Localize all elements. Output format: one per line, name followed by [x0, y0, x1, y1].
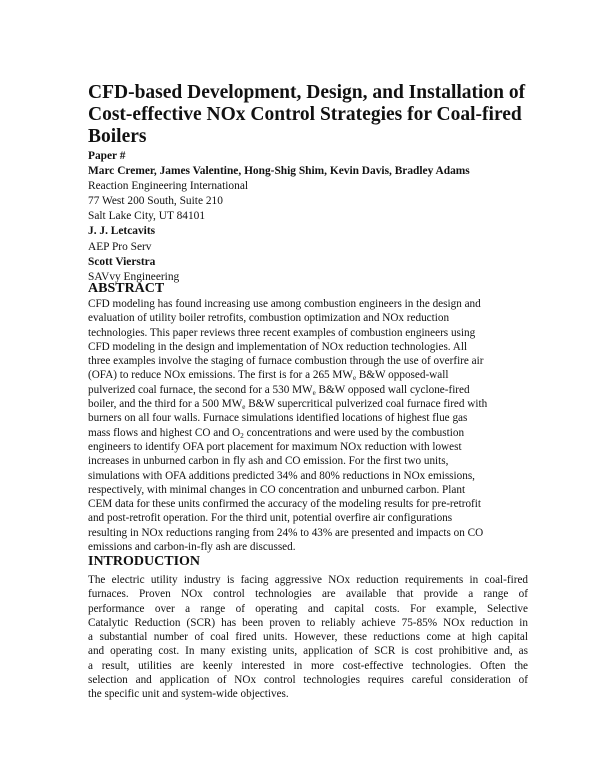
- abstract-line: resulting in NOx reductions ranging from 24% to 43% are presented and impacts on CO: [88, 526, 484, 539]
- introduction-line: selection and application of NOx control technologies requires careful consideration of: [88, 674, 528, 687]
- introduction-heading: INTRODUCTION: [88, 554, 201, 569]
- text-run: (OFA) to reduce NOx emissions. The first is for a 265 MW: [88, 369, 353, 382]
- introduction-line: the specific unit and system-wide objectives.: [88, 688, 289, 701]
- introduction-line: The electric utility industry is facing aggressive NOx reduction requirements in coal-fired: [88, 574, 528, 586]
- title-line: Cost-effective NOx Control Strategies for Coal-fired: [88, 104, 522, 125]
- abstract-line: simulations with OFA additions predicted 34% and 80% reductions in NOx emissions,: [88, 469, 475, 482]
- introduction-body: [88, 573, 528, 702]
- abstract-line: [88, 397, 528, 411]
- author-name: Scott Vierstra: [88, 255, 156, 268]
- abstract-line: [88, 368, 528, 382]
- introduction-line: and operating cost. In many existing units, application of SCR is cost prohibitive and, as: [88, 645, 528, 658]
- subscript: 2: [240, 431, 244, 440]
- text-run: B&W supercritical pulverized coal furnace fired with: [245, 398, 488, 411]
- text-run: B&W opposed-wall: [356, 369, 449, 382]
- subscript: e: [352, 374, 357, 383]
- abstract-line: three examples involve the staging of furnace combustion through the use of overfire air: [88, 355, 484, 368]
- paper-number: Paper #: [88, 150, 126, 162]
- subscript: e: [312, 388, 316, 397]
- author-name: J. J. Letcavits: [88, 225, 156, 238]
- text-run: boiler, and the third for a 500 MW: [88, 398, 243, 411]
- affiliation-org: Reaction Engineering International: [88, 180, 249, 193]
- text-run: mass flows and highest CO and O: [88, 426, 241, 439]
- abstract-body: [88, 297, 528, 554]
- abstract-line: evaluation of utility boiler retrofits, combustion optimization and NOx reduction: [88, 312, 450, 325]
- introduction-line: furnaces. Proven NOx control technologies are available that provide a range of: [88, 588, 528, 601]
- abstract-line: respectively, with minimal changes in CO concentration and unburned carbon. Plant: [88, 483, 466, 496]
- abstract-line: [88, 426, 528, 440]
- abstract-line: engineers to identify OFA port placement for maximum NOx reduction with lowest: [88, 440, 462, 453]
- abstract-heading: ABSTRACT: [88, 281, 165, 296]
- affiliation-address: 77 West 200 South, Suite 210: [88, 195, 223, 208]
- subscript: e: [242, 403, 246, 412]
- paper-title: [88, 82, 528, 148]
- abstract-line: emissions and carbon-in-fly ash are discussed.: [88, 541, 296, 554]
- abstract-line: and post-retrofit operation. For the third unit, potential overfire air configurations: [88, 512, 453, 525]
- abstract-line: CFD modeling has found increasing use among combustion engineers in the design and: [88, 298, 481, 310]
- text-run: pulverized coal furnace, the second for a 530 MW: [88, 383, 313, 396]
- affiliation-org: AEP Pro Serv: [88, 240, 152, 253]
- introduction-line: a substantial number of coal fired units. However, these reductions come at high capital: [88, 631, 528, 644]
- abstract-line: CFD modeling in the design and implementation of NOx reduction technologies. All: [88, 340, 468, 353]
- abstract-line: burners on all four walls. Furnace simulations identified locations of highest flue gas: [88, 412, 468, 425]
- title-line: CFD-based Development, Design, and Installation of: [88, 82, 526, 103]
- abstract-line: CEM data for these units confirmed the accuracy of the modeling results for pre-retrofit: [88, 498, 481, 511]
- abstract-line: increases in unburned carbon in fly ash and CO emission. For the first two units,: [88, 455, 449, 468]
- title-line: Boilers: [88, 126, 147, 147]
- affiliation-address: Salt Lake City, UT 84101: [88, 210, 206, 223]
- text-run: concentrations and were used by the combustion: [243, 426, 465, 439]
- author-block: [88, 149, 528, 285]
- text-run: B&W opposed wall cyclone-fired: [315, 383, 470, 396]
- author-list: Marc Cremer, James Valentine, Hong-Shig Shim, Kevin Davis, Bradley Adams: [88, 165, 470, 178]
- abstract-line: [88, 383, 528, 397]
- affiliation-org: SAVvy Engineering: [88, 270, 180, 283]
- introduction-line: a result, utilities are keenly interested in more cost-effective technologies. Often the: [88, 659, 528, 672]
- introduction-line: Catalytic Reduction (SCR) has been proven to reliably achieve 75-85% NOx reduction in: [88, 616, 528, 629]
- introduction-line: performance over a range of operating and capital costs. For example, Selective: [88, 602, 528, 615]
- abstract-line: technologies. This paper reviews three recent examples of combustion engineers using: [88, 326, 476, 339]
